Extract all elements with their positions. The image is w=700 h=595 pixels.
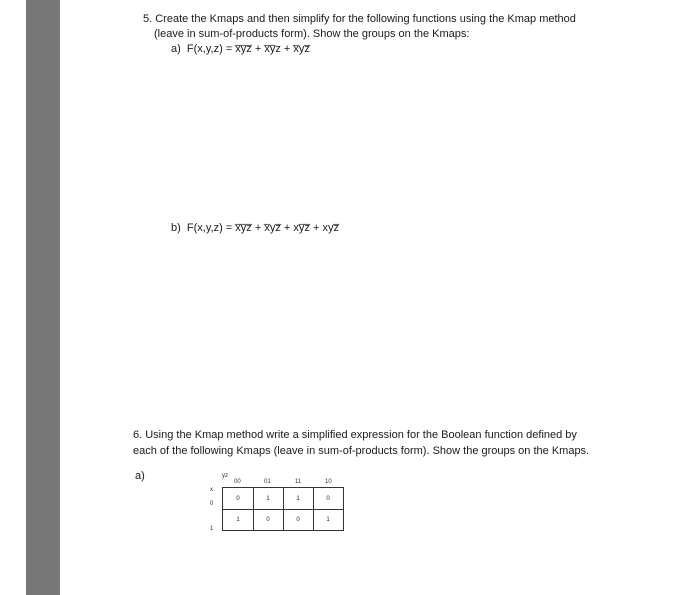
q5b-term-3: xy̅z̅ — [293, 222, 310, 234]
q5b-op-2: + — [280, 222, 294, 234]
left-margin-bar — [26, 0, 60, 595]
q5b-op-1: + — [251, 222, 265, 234]
kmap-col-header: 01 — [264, 479, 271, 485]
q6a-label: a) — [135, 470, 145, 482]
kmap-cell: 1 — [326, 516, 330, 523]
q5a-term-1: x̅y̅z̅ — [235, 43, 252, 55]
q5b-lhs: F(x,y,z) = — [186, 222, 236, 234]
kmap-cell: 1 — [266, 495, 270, 502]
q5a-term-3: x̅yz̅ — [293, 43, 310, 55]
q5-line2: (leave in sum-of-products form). Show the groups on the Kmaps: — [154, 28, 470, 40]
q5a-op-1: + — [251, 43, 265, 55]
kmap-cell: 0 — [326, 495, 330, 502]
kmap-grid — [222, 487, 344, 531]
q5b-label: b) — [171, 222, 181, 234]
q5b-term-2: x̅yz̅ — [264, 222, 281, 234]
q5a-expression — [171, 42, 310, 56]
q5b-term-1: x̅y̅z̅ — [235, 222, 252, 234]
q5b-op-3: + — [309, 222, 323, 234]
q5b-expression — [171, 221, 339, 235]
kmap-cell: 1 — [296, 495, 300, 502]
kmap-col-header: 00 — [234, 479, 241, 485]
q5a-lhs: F(x,y,z) = — [186, 43, 236, 55]
kmap-col-var: yz — [222, 473, 228, 479]
kmap-col-header: 10 — [325, 479, 332, 485]
q6-line1: 6. Using the Kmap method write a simplified expression for the Boolean function defined by — [133, 429, 577, 441]
kmap-row-var: x — [210, 487, 213, 493]
q5a-label: a) — [171, 43, 181, 55]
kmap-cell: 0 — [236, 495, 240, 502]
q5-line1: 5. Create the Kmaps and then simplify for the following functions using the Kmap method — [143, 13, 576, 25]
kmap-row-header: 0 — [210, 501, 214, 507]
kmap-cell: 1 — [236, 516, 240, 523]
kmap — [190, 470, 360, 560]
q5b-term-4: xyz̅ — [322, 222, 339, 234]
kmap-cell: 0 — [296, 516, 300, 523]
q6-line2: each of the following Kmaps (leave in sum-of-products form). Show the groups on the Kmaps. — [133, 445, 590, 457]
q5a-term-2: x̅y̅z — [264, 43, 281, 55]
kmap-cell: 0 — [266, 516, 270, 523]
kmap-row-header: 1 — [210, 526, 214, 532]
kmap-col-header: 11 — [295, 479, 302, 485]
q5a-op-2: + — [280, 43, 294, 55]
